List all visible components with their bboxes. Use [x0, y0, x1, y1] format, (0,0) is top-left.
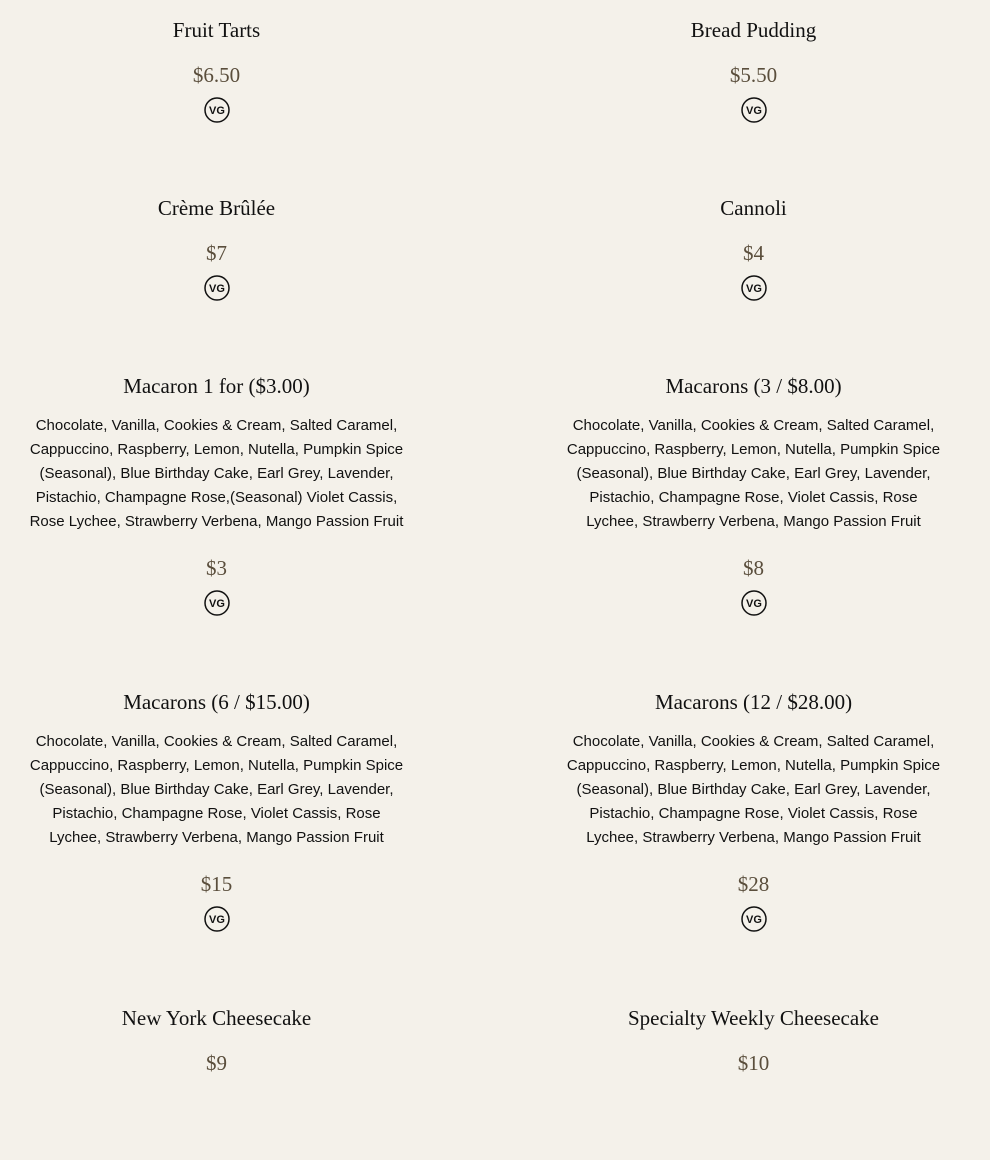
svg-text:VG: VG: [208, 914, 225, 926]
svg-text:VG: VG: [208, 598, 225, 610]
vegetarian-icon: [204, 906, 230, 932]
item-name: Macarons (3 / $8.00): [665, 374, 842, 398]
item-name: Bread Pudding: [690, 18, 817, 42]
item-price: $15: [200, 872, 233, 896]
svg-text:VG: VG: [745, 105, 762, 117]
vegetarian-icon: [741, 275, 767, 301]
item-name: Macaron 1 for ($3.00): [123, 374, 310, 398]
svg-text:VG: VG: [745, 283, 762, 295]
item-price: $7: [206, 241, 227, 265]
vegetarian-icon: [741, 906, 767, 932]
menu-item-fruit-tarts[interactable]: [0, 17, 433, 128]
item-name: Macarons (6 / $15.00): [123, 690, 310, 714]
menu-item-specialty-weekly-cheesecake[interactable]: [537, 1005, 970, 1076]
item-price: $3: [206, 556, 227, 580]
vegetarian-icon: [204, 590, 230, 616]
svg-text:VG: VG: [208, 283, 225, 295]
item-price: $8: [743, 556, 764, 580]
item-price: $28: [737, 872, 770, 896]
item-description: Chocolate, Vanilla, Cookies & Cream, Salted Caramel, Cappuccino, Raspberry, Lemon, Nutella, Pumpkin Spice (Seasonal), Blue Birthday Cake, Earl Grey, Lavender, Pistachio, Champagne Rose, Violet Cassis, Rose Lychee, Strawberry Verbena, Mango Passion Fruit: [566, 417, 941, 530]
svg-text:VG: VG: [745, 914, 762, 926]
svg-text:VG: VG: [208, 105, 225, 117]
item-description: Chocolate, Vanilla, Cookies & Cream, Salted Caramel, Cappuccino, Raspberry, Lemon, Nutella, Pumpkin Spice (Seasonal), Blue Birthday Cake, Earl Grey, Lavender, Pistachio, Champagne Rose,(Seasonal) Violet Cassis, Rose Lychee, Strawberry Verbena, Mango Passion Fruit: [29, 417, 404, 530]
menu-item-creme-brulee[interactable]: [0, 195, 433, 306]
item-name: Specialty Weekly Cheesecake: [628, 1006, 879, 1030]
item-price: $9: [206, 1051, 227, 1075]
item-name: Fruit Tarts: [172, 18, 261, 42]
vegetarian-icon: [741, 590, 767, 616]
item-price: $6.50: [192, 63, 241, 87]
item-name: Crème Brûlée: [157, 196, 276, 220]
item-name: New York Cheesecake: [121, 1006, 312, 1030]
item-name: Macarons (12 / $28.00): [654, 690, 853, 714]
menu-item-new-york-cheesecake[interactable]: [0, 1005, 433, 1076]
menu-item-macarons-6[interactable]: [0, 689, 433, 937]
menu-item-macarons-12[interactable]: [537, 689, 970, 937]
svg-text:VG: VG: [745, 598, 762, 610]
vegetarian-icon: [741, 97, 767, 123]
menu-item-macarons-3[interactable]: [537, 373, 970, 621]
item-price: $10: [737, 1051, 770, 1075]
item-description: Chocolate, Vanilla, Cookies & Cream, Salted Caramel, Cappuccino, Raspberry, Lemon, Nutella, Pumpkin Spice (Seasonal), Blue Birthday Cake, Earl Grey, Lavender, Pistachio, Champagne Rose, Violet Cassis, Rose Lychee, Strawberry Verbena, Mango Passion Fruit: [29, 733, 404, 846]
item-description: Chocolate, Vanilla, Cookies & Cream, Salted Caramel, Cappuccino, Raspberry, Lemon, Nutella, Pumpkin Spice (Seasonal), Blue Birthday Cake, Earl Grey, Lavender, Pistachio, Champagne Rose, Violet Cassis, Rose Lychee, Strawberry Verbena, Mango Passion Fruit: [566, 733, 941, 846]
vegetarian-icon: [204, 275, 230, 301]
vegetarian-icon: [204, 97, 230, 123]
menu-item-macaron-single[interactable]: [0, 373, 433, 621]
item-name: Cannoli: [720, 196, 787, 220]
menu-item-bread-pudding[interactable]: [537, 17, 970, 128]
item-price: $5.50: [729, 63, 778, 87]
menu-item-cannoli[interactable]: [537, 195, 970, 306]
item-price: $4: [743, 241, 764, 265]
